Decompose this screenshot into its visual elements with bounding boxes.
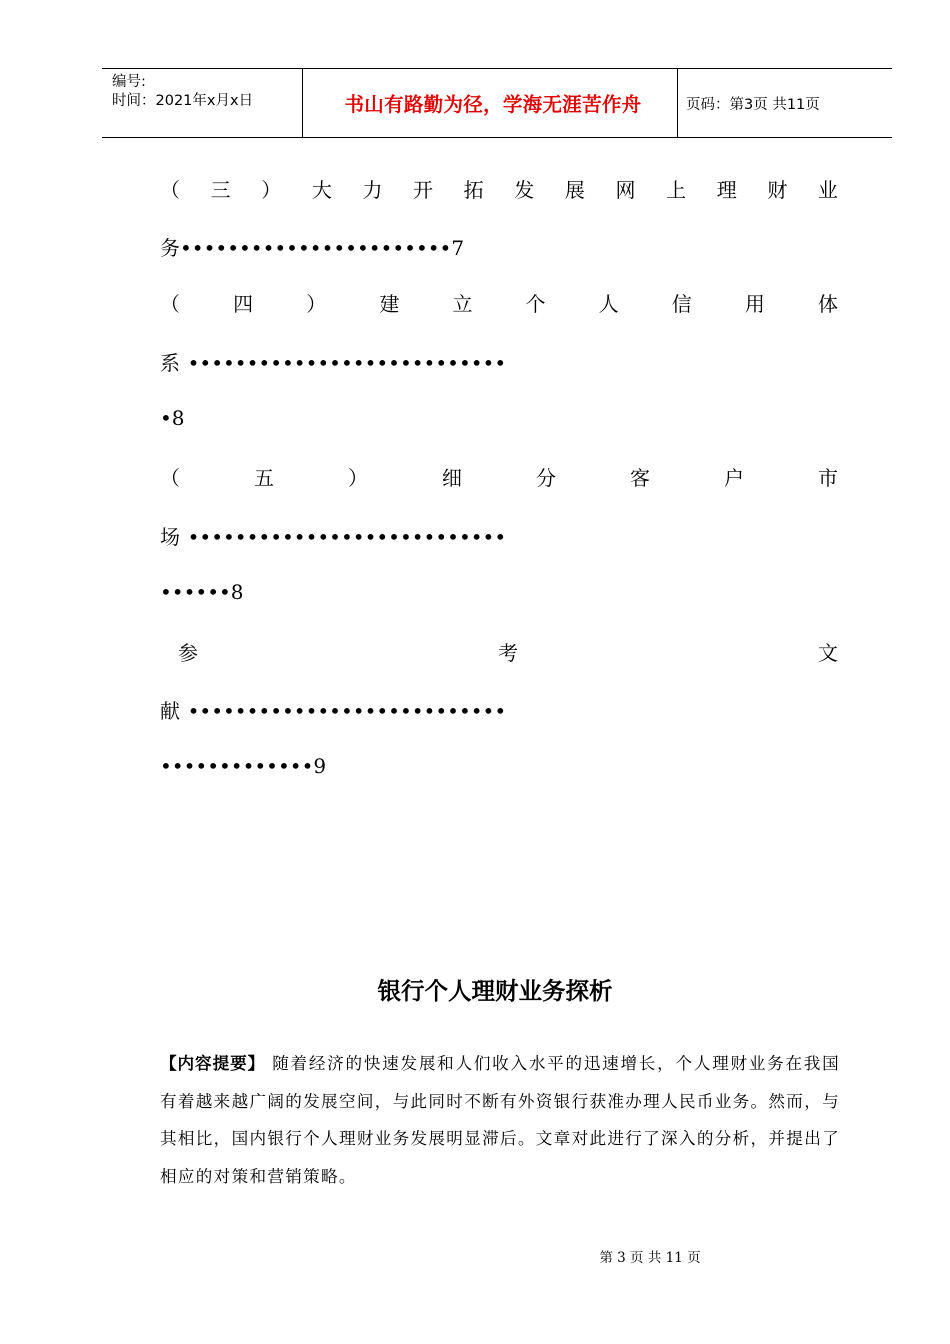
toc-dots: ••••••••••••• (160, 754, 314, 778)
number-label: 编号: (112, 74, 146, 90)
toc-heading-char: 客 (630, 466, 650, 490)
toc-heading-char: ） (348, 466, 368, 490)
toc-heading-char: 三 (210, 178, 231, 202)
toc-dots: • (160, 406, 172, 430)
header-meta (112, 73, 253, 111)
toc-heading-char: 上 (666, 178, 687, 202)
page-footer (0, 1246, 950, 1266)
toc-heading-char: （ (160, 466, 180, 490)
header-motto: 书山有路勤为径，学海无涯苦作舟 (344, 93, 642, 116)
toc-heading-char: 展 (564, 178, 585, 202)
toc-heading-char: 财 (767, 178, 788, 202)
toc-item-4-cont: 系 (160, 351, 188, 375)
toc-heading-char: 五 (254, 466, 274, 490)
toc-heading-char: 人 (598, 292, 619, 316)
toc-heading-char: （ (160, 178, 180, 202)
toc-item-3-leader (160, 232, 464, 261)
abstract-label: 【内容提要】 (160, 1054, 266, 1073)
toc-item-4-line (160, 288, 838, 317)
toc-heading-char: ） (261, 178, 282, 202)
footer-page-text: 第 3 页 共 11 页 (599, 1250, 701, 1266)
toc-heading-char: 理 (716, 178, 737, 202)
toc-references-leader (160, 695, 506, 724)
abstract (160, 1045, 840, 1195)
toc-dots: •••••• (160, 580, 231, 604)
page-header (102, 68, 892, 138)
toc-dots: ••••••••••••••••••••••••••• (187, 699, 507, 723)
toc-heading-char: 拓 (463, 178, 484, 202)
toc-heading-char: （ (160, 292, 180, 316)
toc-page-number: 8 (230, 580, 252, 604)
toc-heading-char: 用 (744, 292, 765, 316)
toc-heading-char: ） (306, 292, 327, 316)
toc-heading-char: 文 (818, 641, 838, 665)
toc-heading-char: 市 (818, 466, 838, 490)
toc-page-number: 8 (171, 406, 185, 430)
toc-item-4-leader (160, 347, 506, 376)
toc-heading-char: 四 (233, 292, 254, 316)
toc-heading-char: 建 (379, 292, 400, 316)
toc-heading-char: 大 (311, 178, 332, 202)
toc-heading-char: 户 (724, 466, 744, 490)
toc-heading-char: 参 (178, 641, 198, 665)
toc-page-number: 7 (451, 236, 465, 260)
toc-heading-char: 发 (514, 178, 535, 202)
toc-dots: ••••••••••••••••••••••••••• (187, 351, 507, 375)
toc-references-cont: 献 (160, 699, 188, 723)
toc-item-5-line (160, 462, 838, 491)
header-divider (302, 69, 303, 137)
toc-heading-char: 开 (413, 178, 434, 202)
toc-item-3-line (160, 174, 838, 203)
toc-heading-char: 个 (525, 292, 546, 316)
abstract-text: 随着经济的快速发展和人们收入水平的迅速增长，个人理财业务在我国有着越来越广阔的发展空间，与此同时不断有外资银行获准办理人民币业务。然而，与其相比，国内银行个人理财业务发展明显滞后。文章对此进行了深入的分析，并提出了相应的对策和营销策略。 (160, 1054, 841, 1186)
toc-heading-char: 网 (615, 178, 636, 202)
toc-item-5-leader (160, 521, 506, 550)
toc-item-5-cont: 场 (160, 525, 188, 549)
toc-item-4-leader-2 (160, 406, 185, 430)
toc-heading-char: 立 (452, 292, 473, 316)
toc-dots: ••••••••••••••••••••••••••• (187, 525, 507, 549)
toc-heading-char: 体 (817, 292, 838, 316)
article-title: 银行个人理财业务探析 (377, 977, 613, 1005)
toc-heading-char: 考 (498, 641, 518, 665)
toc-heading-char: 信 (671, 292, 692, 316)
toc-item-3-cont: 务 (160, 236, 180, 260)
toc-dots: ••••••••••••••••••••••• (180, 236, 452, 260)
header-page-code: 页码：第3页 共11页 (686, 96, 820, 113)
toc-references-line (178, 637, 838, 666)
toc-references-leader-2 (160, 754, 334, 778)
toc-heading-char: 力 (362, 178, 383, 202)
toc-page-number: 9 (313, 754, 334, 778)
toc-heading-char: 业 (817, 178, 838, 202)
toc-heading-char: 细 (442, 466, 462, 490)
toc-item-5-leader-2 (160, 580, 251, 604)
toc-heading-char: 分 (536, 466, 556, 490)
time-label: 时间：2021年x月x日 (112, 93, 254, 109)
